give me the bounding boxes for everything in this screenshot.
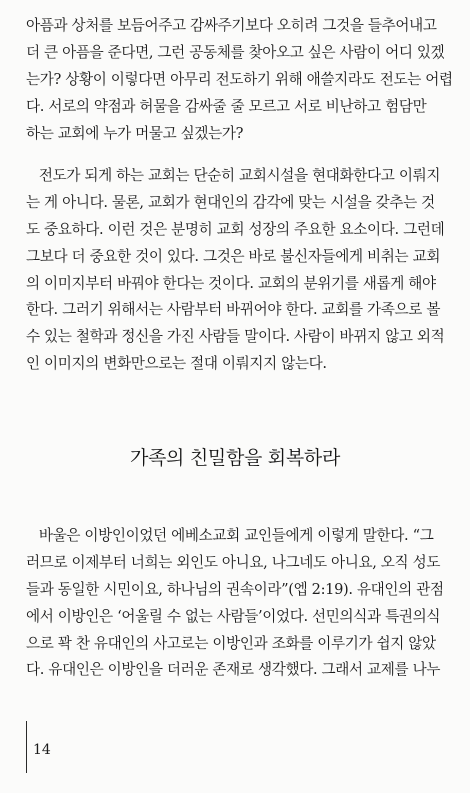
text-line: 으로 꽉 찬 유대인의 사고로는 이방인과 조화를 이루기가 쉽지 않았 [26, 634, 436, 652]
text-line: 그보다 더 중요한 것이 있다. 그것은 바로 불신자들에게 비취는 교회 [26, 247, 441, 265]
text-line: 한다. 그러기 위해서는 사람부터 바뀌어야 한다. 교회를 가족으로 볼 [26, 301, 441, 319]
text-line: 들과 동일한 시민이요, 하나님의 권속이라”(엡 2:19). 유대인의 관점 [26, 580, 444, 598]
text-line: 러므로 이제부터 너희는 외인도 아니요, 나그네도 아니요, 오직 성도 [26, 553, 441, 571]
text-line: 인 이미지의 변화만으로는 절대 이뤄지지 않는다. [26, 355, 327, 373]
paragraph-3 [26, 523, 452, 684]
paragraph-2 [26, 163, 452, 378]
text-line: 전도가 되게 하는 교회는 단순히 교회시설을 현대화한다고 이뤄지 [26, 167, 441, 184]
text-line: 다. 서로의 약점과 허물을 감싸줄 줄 모르고 서로 비난하고 험담만 [26, 97, 427, 115]
page-number: 14 [33, 742, 51, 758]
folio-rule [26, 721, 27, 773]
text-line: 도 중요하다. 이런 것은 분명히 교회 성장의 주요한 요소이다. 그런데 [26, 220, 445, 238]
paragraph-1 [26, 13, 452, 147]
text-line: 에서 이방인은 ‘어울릴 수 없는 사람들’이었다. 선민의식과 특권의식 [26, 607, 441, 625]
text-line: 수 있는 철학과 정신을 가진 사람들 말이다. 사람이 바뀌지 않고 외적 [26, 328, 445, 346]
text-line: 아픔과 상처를 보듬어주고 감싸주기보다 오히려 그것을 들추어내고 [26, 17, 437, 34]
text-line: 는 게 아니다. 물론, 교회가 현대인의 감각에 맞는 시설을 갖추는 것 [26, 193, 435, 211]
text-line: 다. 유대인은 이방인을 더러운 존재로 생각했다. 그래서 교제를 나누 [26, 661, 441, 679]
text-line: 더 큰 아픔을 준다면, 그런 공동체를 찾아오고 싶은 사람이 어디 있겠 [26, 43, 445, 61]
section-heading: 가족의 친밀함을 회복하라 [129, 447, 341, 469]
text-line: 는가? 상황이 이렇다면 아무리 전도하기 위해 애쓸지라도 전도는 어렵 [26, 70, 453, 88]
text-line: 바울은 이방인이었던 에베소교회 교인들에게 이렇게 말한다. “그 [26, 527, 434, 544]
text-line: 하는 교회에 누가 머물고 싶겠는가? [26, 124, 244, 142]
text-line: 의 이미지부터 바꿔야 한다는 것이다. 교회의 분위기를 새롭게 해야 [26, 274, 436, 292]
